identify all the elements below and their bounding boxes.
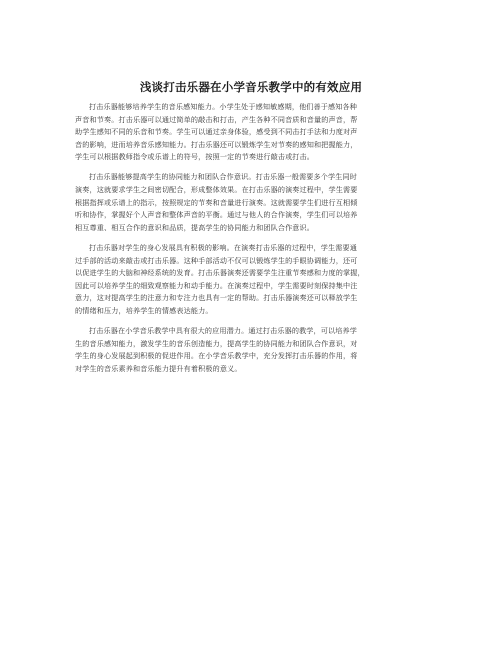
- text-line: 学生可以根据教师指令或乐谱上的符号，按照一定的节奏进行敲击或打击。: [75, 152, 315, 162]
- text-line: 过手部的活动来敲击或打击乐器。这种手部活动不仅可以锻炼学生的手眼协调能力，还可: [75, 255, 358, 265]
- text-line: 打击乐器能够提高学生的协同能力和团队合作意识。打击乐器一般需要多个学生同时: [89, 172, 358, 182]
- text-line: 声音和节奏。打击乐器可以通过简单的敲击和打击，产生各种不同音质和音量的声音，帮: [75, 114, 358, 124]
- text-line: 音的影响，进而培养音乐感知能力。打击乐器还可以锻炼学生对节奏的感知和把握能力，: [75, 139, 358, 149]
- paragraph-3: [75, 242, 431, 318]
- document-title: 浅谈打击乐器在小学音乐教学中的有效应用: [139, 80, 363, 94]
- text-line: 相互尊重、相互合作的意识和品质，提高学生的协同能力和团队合作意识。: [75, 222, 315, 232]
- text-line: 根据指挥或乐谱上的指示，按照规定的节奏和音量进行演奏。这就需要学生们进行互相倾: [75, 197, 358, 207]
- text-line: 对学生的音乐素养和音乐能力提升有着积极的意义。: [75, 363, 242, 373]
- text-line: 意力，这对提高学生的注意力和专注力也具有一定的帮助。打击乐器演奏还可以释放学生: [75, 293, 358, 303]
- text-line: 打击乐器能够培养学生的音乐感知能力。小学生处于感知敏感期，他们善于感知各种: [89, 102, 358, 111]
- text-line: 打击乐器对学生的身心发展具有积极的影响。在演奏打击乐器的过程中，学生需要通: [89, 242, 358, 252]
- paragraph-1: [75, 101, 431, 164]
- text-line: 学生的身心发展起到积极的促进作用。在小学音乐教学中，充分发挥打击乐器的作用，将: [75, 351, 358, 361]
- text-line: 打击乐器在小学音乐教学中具有很大的应用潜力。通过打击乐器的教学，可以培养学: [89, 326, 358, 335]
- document-body: [75, 101, 431, 383]
- text-line: 演奏，这就要求学生之间密切配合，形成整体效果。在打击乐器的演奏过程中，学生需要: [75, 185, 358, 195]
- text-line: 的情绪和压力，培养学生的情感表达能力。: [75, 305, 213, 315]
- text-line: 助学生感知不同的乐音和节奏。学生可以通过亲身体验，感受到不同击打手法和力度对声: [75, 127, 358, 137]
- text-line: 因此可以培养学生的细致观察能力和动手能力。在演奏过程中，学生需要时刻保持集中注: [75, 280, 358, 290]
- text-line: 以促进学生的大脑和神经系统的发育。打击乐器演奏还需要学生注重节奏感和力度的掌握，: [75, 268, 365, 278]
- paragraph-4: [75, 325, 431, 375]
- paragraph-2: [75, 171, 431, 234]
- text-line: 听和协作，掌握好个人声音和整体声音的平衡。通过与他人的合作演奏，学生们可以培养: [75, 210, 358, 220]
- text-line: 生的音乐感知能力，激发学生的音乐创造能力，提高学生的协同能力和团队合作意识，对: [75, 338, 358, 348]
